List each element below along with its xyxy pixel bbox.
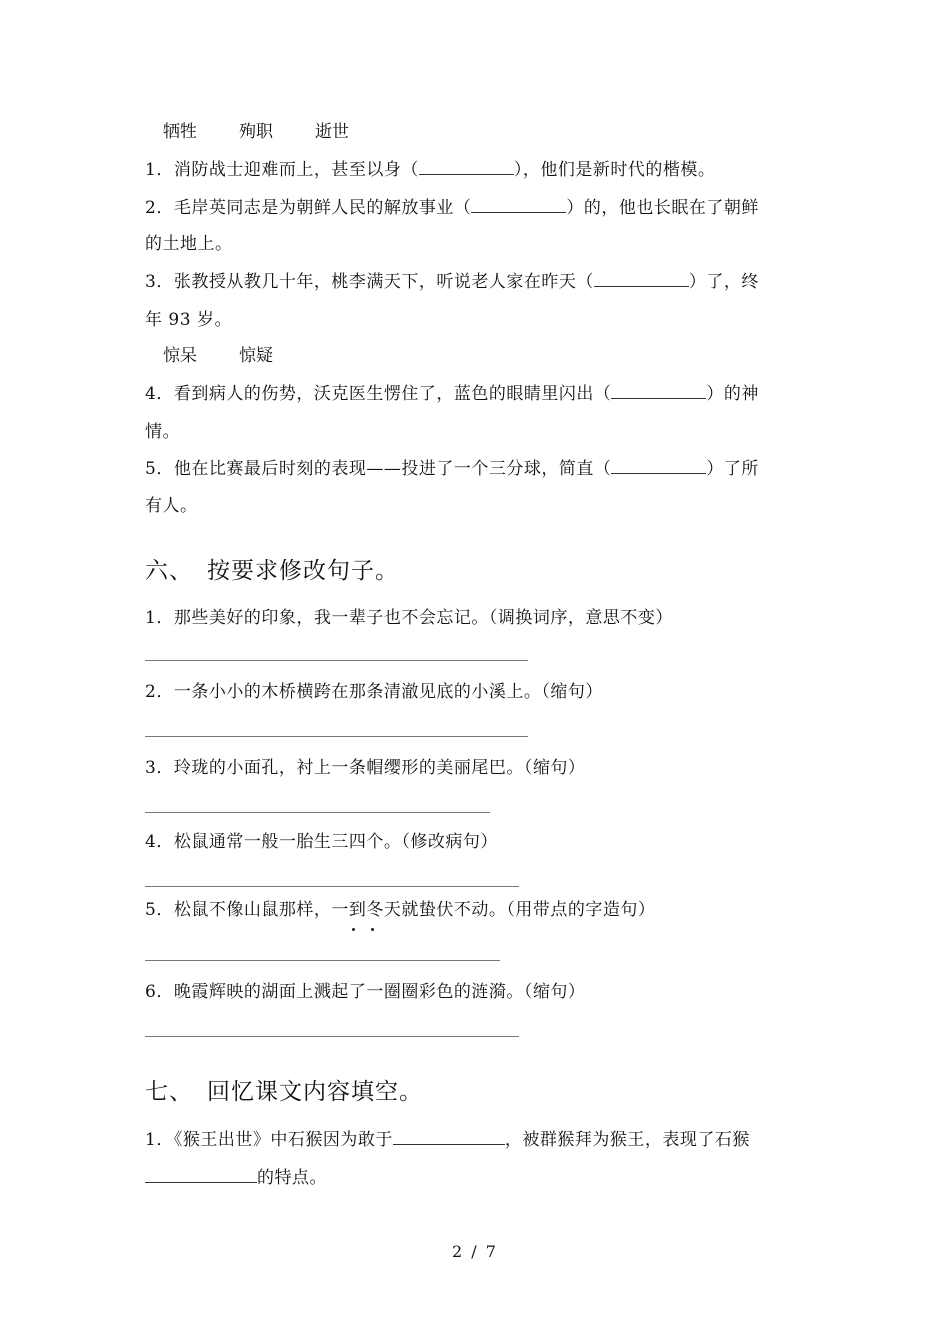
word-option: 逝世 [315,122,349,142]
blank[interactable] [594,270,689,287]
word-option: 殉职 [239,122,273,142]
answer-line[interactable] [145,886,519,887]
page-number: 2 / 7 [452,1242,498,1261]
rewrite-item-2: 2．一条小小的木桥横跨在那条清澈见底的小溪上。（缩句） [145,682,603,702]
word-bank-1 [163,120,391,144]
section-title: 按要求修改句子。 [207,558,399,584]
rewrite-item-3: 3．玲珑的小面孔，衬上一条帽缨形的美丽尾巴。（缩句） [145,758,586,778]
section-6-heading [145,556,399,586]
fill-item-5-cont: 有人。 [145,496,198,516]
blank[interactable] [145,1166,257,1183]
fill-item-2-cont: 的土地上。 [145,234,233,254]
fill-item-3: 3．张教授从教几十年，桃李满天下，听说老人家在昨天（ ）了，终 [145,272,759,292]
blank[interactable] [611,382,706,399]
answer-line[interactable] [145,660,528,661]
section-title: 回忆课文内容填空。 [207,1079,423,1105]
blank[interactable] [393,1128,505,1145]
section-number: 六、 [145,558,193,584]
fill-item-1: 1．消防战士迎难而上，甚至以身（ ），他们是新时代的楷模。 [145,160,716,180]
fill-item-2: 2．毛岸英同志是为朝鲜人民的解放事业（ ）的，他也长眠在了朝鲜 [145,198,759,218]
blank[interactable] [419,158,514,175]
answer-line[interactable] [145,1036,519,1037]
rewrite-item-1: 1．那些美好的印象，我一辈子也不会忘记。（调换词序，意思不变） [145,608,673,628]
emphasis-dot [371,928,374,931]
emphasis-dot [352,928,355,931]
fill-item-4: 4．看到病人的伤势，沃克医生愣住了，蓝色的眼睛里闪出（ ）的神 [145,384,759,404]
recall-item-1: 1．《猴王出世》中石猴因为敢于 ，被群猴拜为猴王，表现了石猴 [145,1130,750,1150]
fill-item-4-cont: 情。 [145,422,180,442]
section-7-heading [145,1077,423,1107]
section-number: 七、 [145,1079,193,1105]
fill-item-3-cont: 年 93 岁。 [145,310,232,330]
word-bank-2 [163,344,315,368]
word-option: 牺牲 [163,122,197,142]
answer-line[interactable] [145,736,528,737]
rewrite-item-5: 5．松鼠不像山鼠那样，一到冬天就蛰伏不动。（用带点的字造句） [145,900,656,920]
recall-item-1-cont: 的特点。 [145,1166,327,1190]
rewrite-item-4: 4．松鼠通常一般一胎生三四个。（修改病句） [145,832,498,852]
blank[interactable] [611,457,706,474]
blank[interactable] [471,196,566,213]
word-option: 惊呆 [163,346,197,366]
answer-line[interactable] [145,960,500,961]
rewrite-item-6: 6．晚霞辉映的湖面上溅起了一圈圈彩色的涟漪。（缩句） [145,982,586,1002]
answer-line[interactable] [145,812,490,813]
word-option: 惊疑 [239,346,273,366]
fill-item-5: 5．他在比赛最后时刻的表现——投进了一个三分球，简直（ ）了所 [145,459,759,479]
